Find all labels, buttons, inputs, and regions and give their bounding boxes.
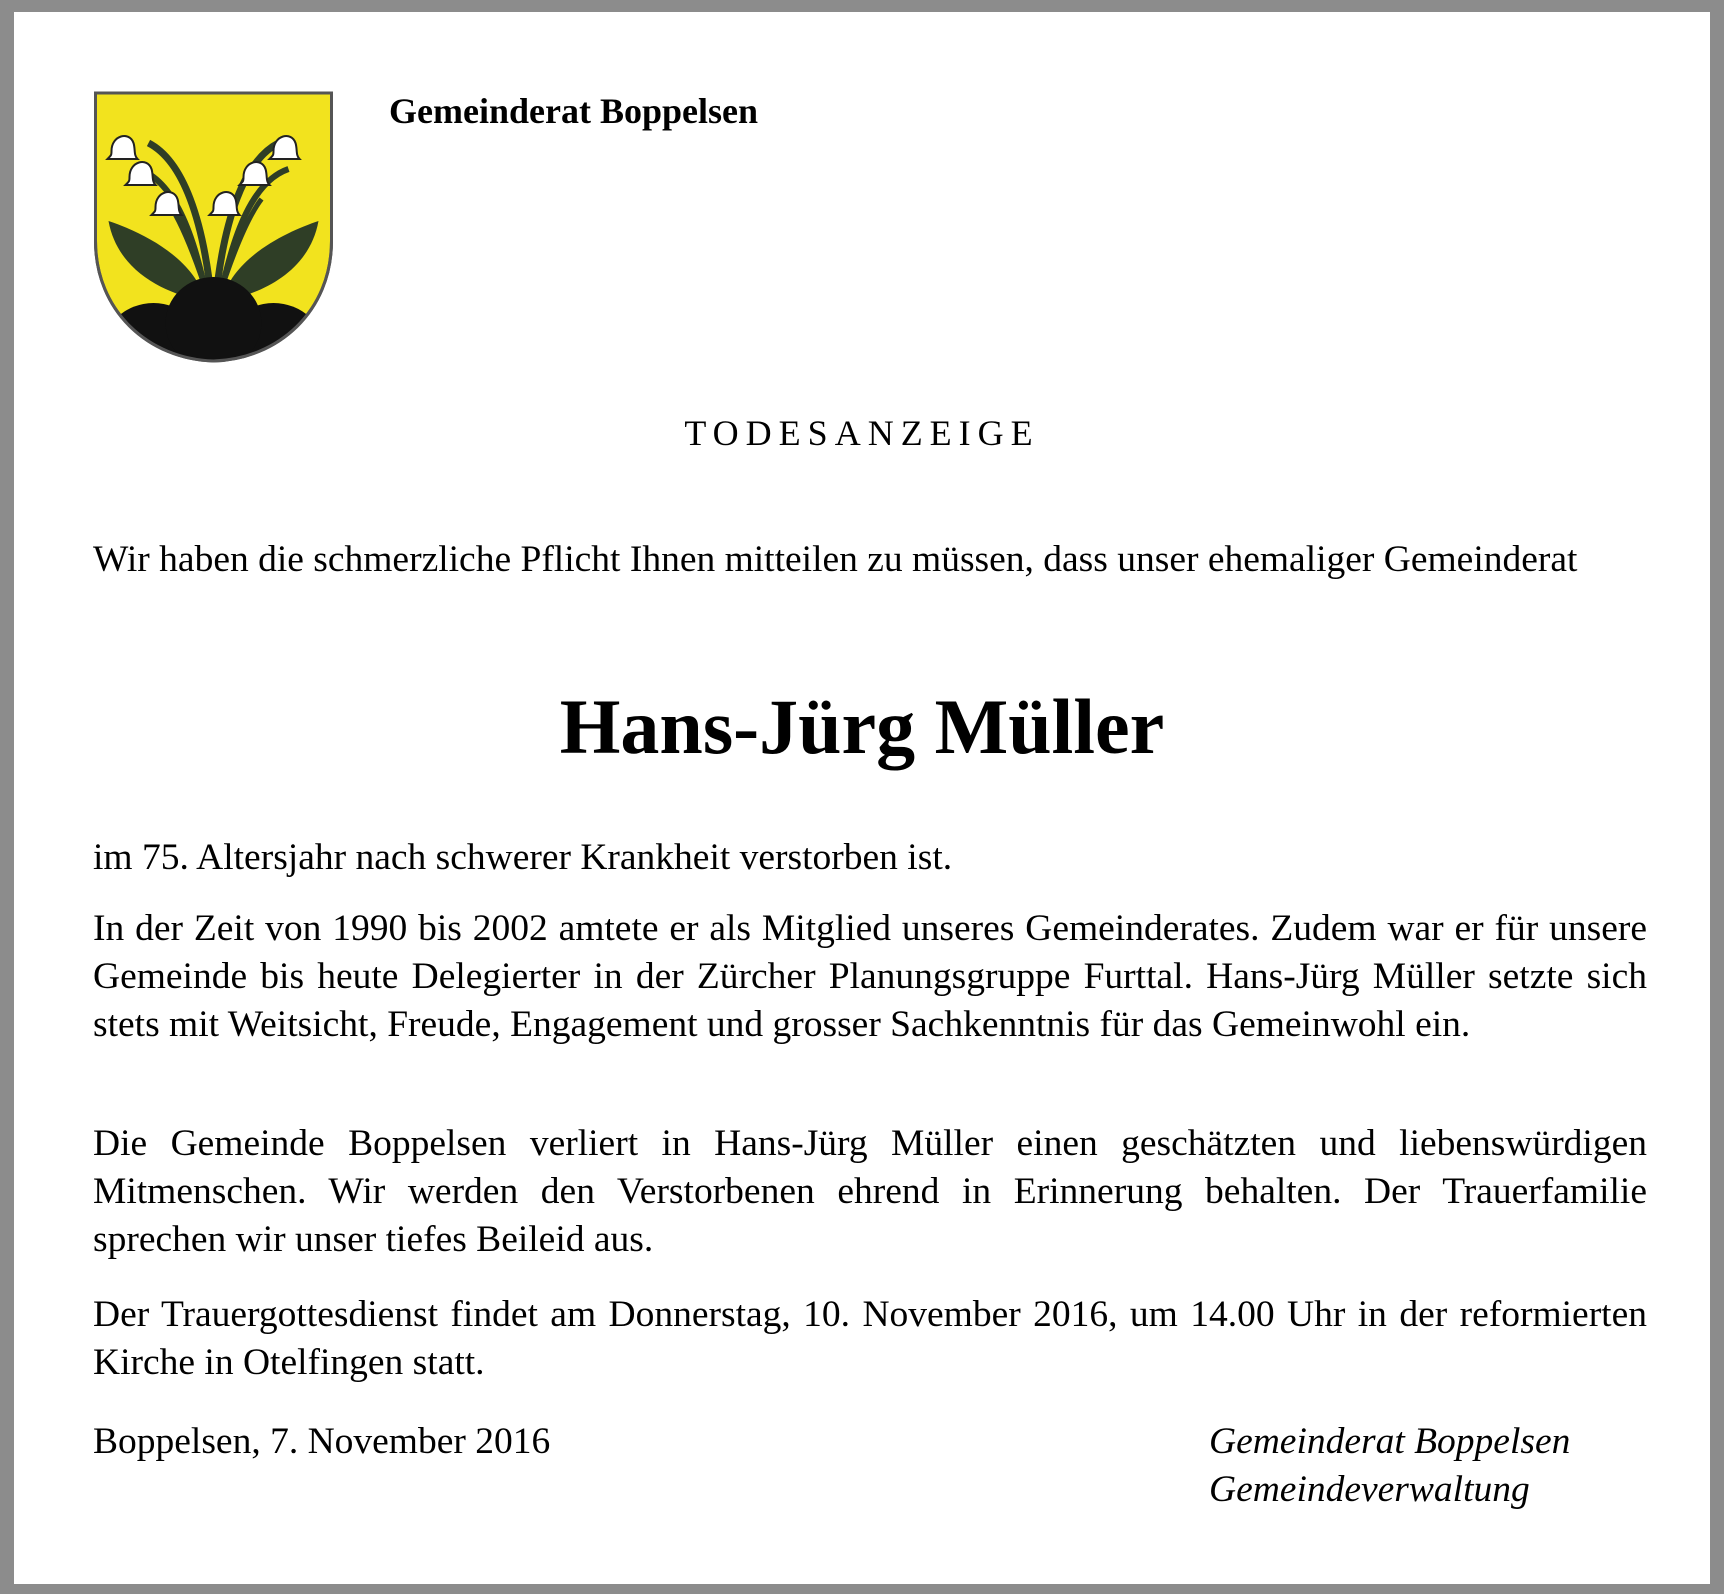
career-paragraph: In der Zeit von 1990 bis 2002 amtete er als Mitglied unseres Gemeinderates. Zudem war er für unsere Gemeinde bis heute Delegierter in der Zürcher Planungsgruppe Furttal. Hans-Jürg Müller setzte sich stets mit Weitsicht, Freude, Engagement und grosser Sachkenntnis für das Gemeinwohl ein. bbox=[93, 908, 1647, 1045]
age-line: im 75. Altersjahr nach schwerer Krankheit verstorben ist. bbox=[93, 837, 953, 878]
organization-header: Gemeinderat Boppelsen bbox=[389, 91, 758, 131]
notice-page bbox=[14, 12, 1710, 1584]
notice-title: TODESANZEIGE bbox=[684, 413, 1040, 453]
tribute-paragraph: Die Gemeinde Boppelsen verliert in Hans-Jürg Müller einen geschätzten und liebenswürdigen Mitmenschen. Wir werden den Verstorbenen ehrend in Erinnerung behalten. Der Trauerfamilie sprechen wir unser tiefes Beileid aus. bbox=[93, 1123, 1647, 1260]
service-paragraph: Der Trauergottesdienst findet am Donnerstag, 10. November 2016, um 14.00 Uhr in der reformierten Kirche in Otelfingen statt. bbox=[93, 1294, 1647, 1383]
signature-line-administration: Gemeindeverwaltung bbox=[1209, 1469, 1530, 1510]
place-date: Boppelsen, 7. November 2016 bbox=[93, 1421, 551, 1462]
intro-paragraph: Wir haben die schmerzliche Pflicht Ihnen mitteilen zu müssen, dass unser ehemaliger Gemeinderat bbox=[93, 539, 1578, 580]
deceased-name: Hans-Jürg Müller bbox=[559, 683, 1165, 770]
lily-of-the-valley-coat-of-arms-icon bbox=[93, 91, 334, 363]
signature-block bbox=[1209, 1418, 1570, 1514]
signature-line-council: Gemeinderat Boppelsen bbox=[1209, 1421, 1571, 1462]
